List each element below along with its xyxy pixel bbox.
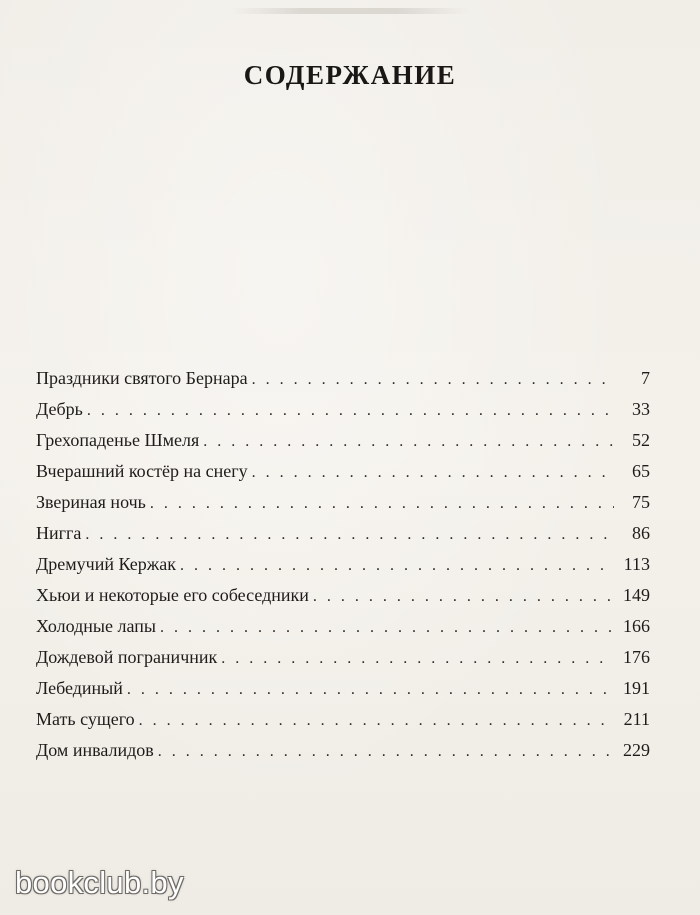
toc-leader-dots [313, 581, 614, 612]
toc-leader-dots [221, 643, 614, 674]
toc-entry-title: Лебединый [36, 678, 123, 698]
toc-entry-title: Дождевой пограничник [36, 647, 218, 667]
toc-entry-title: Дремучий Кержак [36, 554, 176, 574]
toc-entry-page: 229 [623, 740, 650, 760]
toc-entry-page: 52 [632, 430, 650, 450]
toc-entry-page: 7 [641, 368, 650, 388]
toc-leader-dots [252, 457, 614, 488]
toc-entry-title: Вчерашний костёр на снегу [36, 461, 248, 481]
toc-entry [36, 456, 650, 487]
toc-entry-title: Хьюи и некоторые его собеседники [36, 585, 309, 605]
toc-entry-page: 211 [623, 709, 650, 729]
watermark-logo: bookclub.by [15, 865, 184, 900]
toc-entry-title: Холодные лапы [36, 616, 156, 636]
toc-entry-title: Мать сущего [36, 709, 135, 729]
toc-leader-dots [139, 705, 614, 736]
toc-leader-dots [150, 488, 614, 519]
toc-entry-title: Дом инвалидов [36, 740, 154, 760]
toc-entry-title: Нигга [36, 523, 82, 543]
toc-entry-title: Дебрь [36, 399, 83, 419]
toc-leader-dots [85, 519, 614, 550]
toc-entry [36, 704, 650, 735]
table-of-contents [36, 363, 650, 766]
toc-entry-page: 191 [623, 678, 650, 698]
toc-entry-title: Праздники святого Бернара [36, 368, 248, 388]
toc-leader-dots [87, 395, 614, 426]
toc-entry [36, 518, 650, 549]
toc-entry [36, 394, 650, 425]
toc-entry [36, 580, 650, 611]
toc-leader-dots [127, 674, 614, 705]
toc-entry-page: 75 [632, 492, 650, 512]
toc-entry [36, 425, 650, 456]
toc-entry [36, 363, 650, 394]
toc-entry [36, 735, 650, 766]
toc-leader-dots [180, 550, 614, 581]
toc-entry-page: 65 [632, 461, 650, 481]
toc-entry [36, 549, 650, 580]
toc-entry-title: Грехопаденье Шмеля [36, 430, 200, 450]
toc-entry [36, 642, 650, 673]
scan-artifact-strip [230, 8, 470, 14]
toc-entry [36, 611, 650, 642]
toc-entry-page: 149 [623, 585, 650, 605]
toc-entry-page: 33 [632, 399, 650, 419]
toc-leader-dots [160, 612, 614, 643]
toc-entry-page: 86 [632, 523, 650, 543]
toc-entry-title: Звериная ночь [36, 492, 146, 512]
toc-entry [36, 487, 650, 518]
toc-leader-dots [252, 364, 614, 395]
toc-entry-page: 113 [623, 554, 650, 574]
toc-leader-dots [158, 736, 614, 767]
page-title: СОДЕРЖАНИЕ [243, 60, 457, 90]
toc-leader-dots [203, 426, 614, 457]
toc-entry-page: 176 [623, 647, 650, 667]
toc-entry [36, 673, 650, 704]
toc-entry-page: 166 [623, 616, 650, 636]
